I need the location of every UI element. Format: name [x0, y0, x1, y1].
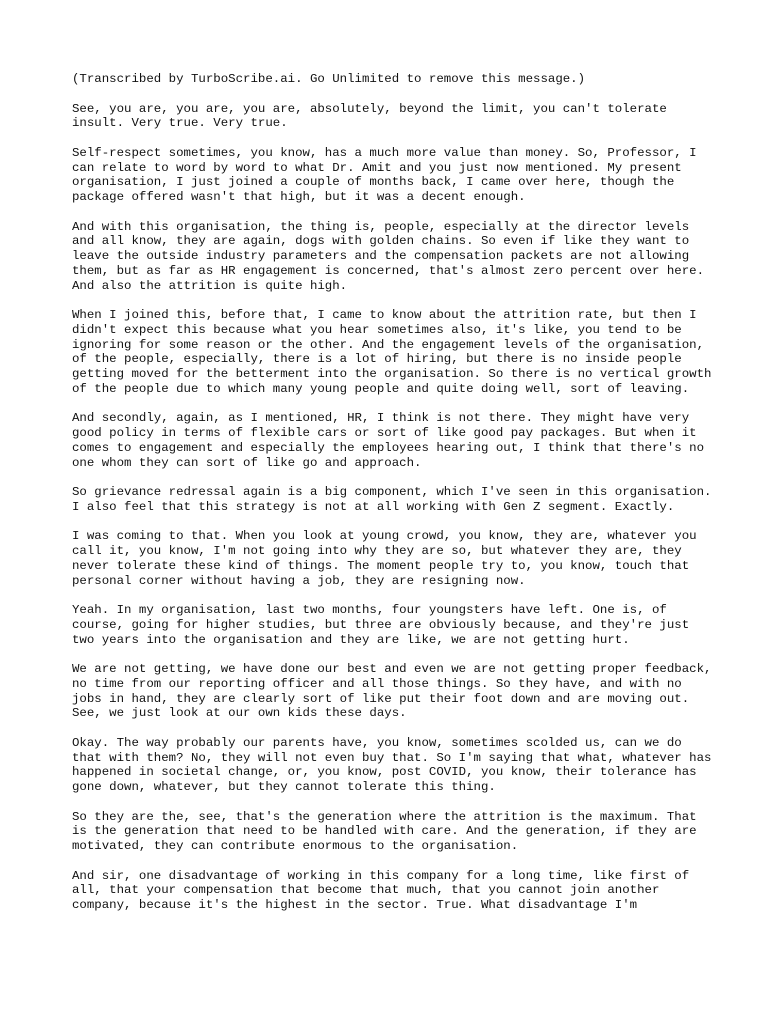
transcript-paragraph-12: And sir, one disadvantage of working in this company for a long time, like first of all, that your compensation that become that much, that you cannot join another company, because it's the highest in the sector. True. What disadvantage I'm: [72, 868, 690, 912]
transcript-paragraph-10: Okay. The way probably our parents have, you know, sometimes scolded us, can we do that with them? No, they will not even buy that. So I'm saying that what, whatever has happened in societal change, or, you know, post COVID, you know, their tolerance has gone down, whatever, but they cannot tolerate this thing.: [72, 735, 712, 794]
transcript-paragraph-9: We are not getting, we have done our best and even we are not getting proper feedback, no time from our reporting officer and all those things. So they have, and with no jobs in hand, they are clearly sort of like put their foot down and are moving out. See, we just look at our own kids these days.: [72, 662, 712, 721]
transcript-paragraph-5: And secondly, again, as I mentioned, HR, I think is not there. They might have very good policy in terms of flexible cars or sort of like good pay packages. But when it comes to engagement and especially the employees hearing out, I think that there's no one whom they can sort of like go and approach.: [72, 411, 705, 470]
transcript-paragraph-2: Self-respect sometimes, you know, has a much more value than money. So, Professor, I can relate to word by word to what Dr. Amit and you just now mentioned. My present organisation, I just joined a couple of months back, I came over here, though the package offered wasn't that high, but it was a decent enough.: [72, 145, 697, 204]
transcript-paragraph-11: So they are the, see, that's the generation where the attrition is the maximum. That is the generation that need to be handled with care. And the generation, if they are motivated, they can contribute enormous to the organisation.: [72, 809, 697, 853]
transcript-paragraph-4: When I joined this, before that, I came to know about the attrition rate, but then I didn't expect this because what you hear sometimes also, it's like, you tend to be ignoring for some reason or the other. And the engagement levels of the organisation, of the people, especially, there is a lot of hiring, but there is no inside people getting moved for the betterment into the organisation. So there is no vertical growth of the people due to which many young people and quite doing well, sort of leaving.: [72, 308, 712, 396]
transcript-paragraph-8: Yeah. In my organisation, last two months, four youngsters have left. One is, of course, going for higher studies, but three are obviously because, and they're just two years into the organisation and they are like, we are not getting hurt.: [72, 603, 690, 647]
transcription-notice: (Transcribed by TurboScribe.ai. Go Unlimited to remove this message.): [72, 72, 586, 86]
transcript-paragraph-3: And with this organisation, the thing is, people, especially at the director levels and all know, they are again, dogs with golden chains. So even if like they want to leave the outside industry parameters and the compensation packets are not allowing them, but as far as HR engagement is concerned, that's almost zero percent over here. And also the attrition is quite high.: [72, 219, 705, 293]
transcript-body: [72, 72, 712, 928]
transcript-paragraph-6: So grievance redressal again is a big component, which I've seen in this organisation. I also feel that this strategy is not at all working with Gen Z segment. Exactly.: [72, 485, 712, 514]
transcript-paragraph-7: I was coming to that. When you look at young crowd, you know, they are, whatever you call it, you know, I'm not going into why they are so, but whatever they are, they never tolerate these kind of things. The moment people try to, you know, touch that personal corner without having a job, they are resigning now.: [72, 529, 697, 588]
transcript-paragraph-1: See, you are, you are, you are, absolutely, beyond the limit, you can't tolerate insult. Very true. Very true.: [72, 101, 667, 131]
